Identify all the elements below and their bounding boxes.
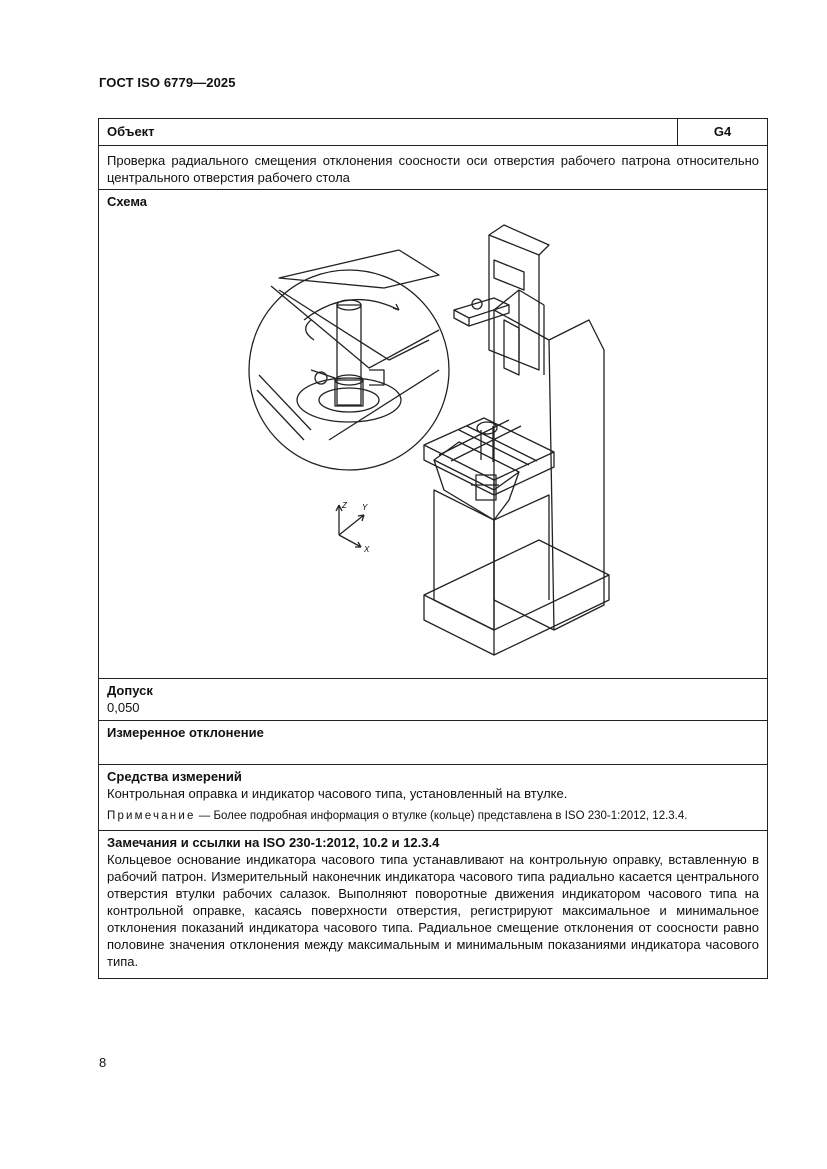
machine-worktable xyxy=(424,418,554,480)
tolerance-value: 0,050 xyxy=(107,700,140,715)
object-row xyxy=(99,119,767,145)
measuring-means-label: Средства измерений xyxy=(107,769,242,784)
test-sheet-table xyxy=(98,118,768,979)
detail-table-plate xyxy=(279,250,439,288)
axis-y-label: Y xyxy=(362,503,368,512)
remarks-section xyxy=(99,830,767,978)
tolerance-label: Допуск xyxy=(107,683,153,698)
machine-column xyxy=(494,310,554,630)
detail-test-mandrel xyxy=(337,305,361,405)
note-label: Примечание xyxy=(107,810,196,822)
object-description: Проверка радиального смещения отклонения соосности оси отверстия рабочего патрона относительно центрального отверстия рабочего стола xyxy=(99,145,767,189)
machine-head xyxy=(489,235,539,370)
remarks-text: Кольцевое основание индикатора часового типа устанавливают на контрольную оправку, вставленную в рабочий патрон. Измерительный наконечник индикатора часового типа радиально касается центрального отверстия втулки рабочих салазок. Выполняют поворотные движения индикатором часового типа на контрольной оправке, касаясь поверхности отверстия, регистрируют максимальное и минимальное отклонения показаний индикатора часового типа. Радиальное смещение отклонения от соосности равно половине значения отклонения между максимальным и минимальным показаниями индикатора часового типа. xyxy=(107,852,759,969)
measured-deviation-label: Измеренное отклонение xyxy=(107,725,264,740)
measured-deviation-section xyxy=(99,720,767,764)
machine-lower-body xyxy=(434,490,494,630)
measuring-means-section xyxy=(99,764,767,830)
standard-header: ГОСТ ISO 6779—2025 xyxy=(99,75,236,90)
object-id: G4 xyxy=(677,119,767,145)
remarks-label: Замечания и ссылки на ISO 230-1:2012, 10.2 и 12.3.4 xyxy=(107,835,440,850)
measuring-means-text: Контрольная оправка и индикатор часового типа, установленный на втулке. xyxy=(107,786,568,801)
scheme-section xyxy=(99,189,767,678)
page-number: 8 xyxy=(99,1055,107,1070)
measuring-means-note xyxy=(107,808,759,825)
note-text: — Более подробная информация о втулке (кольце) представлена в ISO 230-1:2012, 12.3.4. xyxy=(195,810,688,822)
machine-scheme-figure xyxy=(99,190,767,678)
tolerance-section xyxy=(99,678,767,720)
axis-z-label: Z xyxy=(342,501,347,510)
axis-y xyxy=(339,515,364,535)
axis-x xyxy=(339,535,361,547)
axis-x-label: X xyxy=(364,545,370,554)
scheme-label: Схема xyxy=(107,194,148,209)
object-label: Объект xyxy=(107,124,155,139)
